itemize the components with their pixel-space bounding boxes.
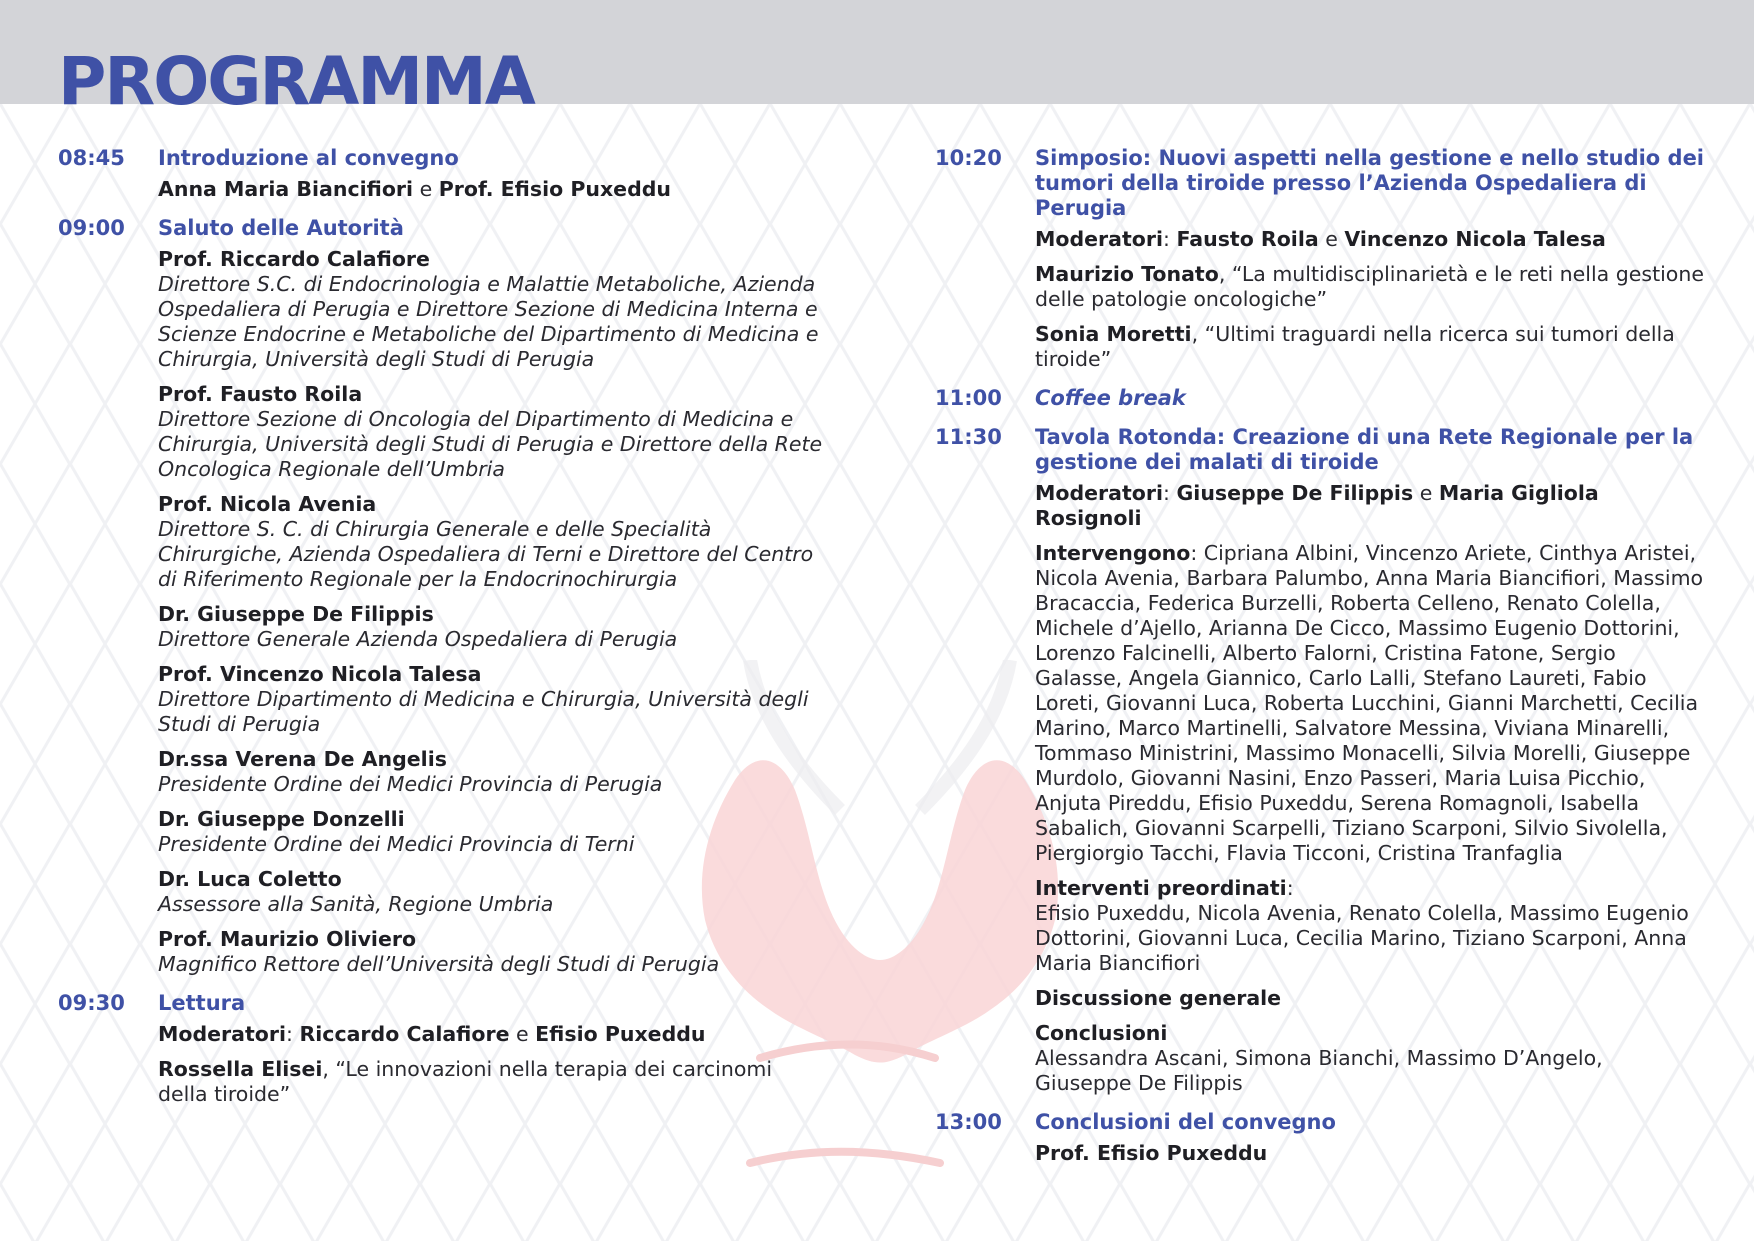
session-lettura [58,991,828,1107]
preordered-label: Interventi preordinati [1035,876,1287,900]
conjunction: e [516,1022,529,1046]
authority-role: Direttore S. C. di Chirurgia Generale e delle Specialità Chirurgiche, Azienda Ospedaliera di Terni e Direttore del Centro di Riferimento Regionale per la Endocrinochirurgia [158,517,814,591]
talk-line [158,1057,828,1107]
session-time: 09:30 [58,991,125,1015]
authority-entry [158,382,828,482]
page-title: PROGRAMMA [58,43,534,120]
talk-title: , “Le innovazioni nella terapia dei carcinomi della tiroide” [158,1057,773,1106]
right-column [935,146,1705,1180]
conclusions-label: Conclusioni [1035,1021,1168,1045]
authority-entry [158,247,828,372]
authority-entry [158,807,828,857]
speaker-name: Maurizio Tonato [1035,262,1219,286]
authority-name: Dr. Luca Coletto [158,867,342,891]
session-title: Coffee break [1035,386,1186,410]
authority-entry [158,867,828,917]
session-time: 13:00 [935,1110,1002,1134]
session-title: Introduzione al convegno [158,146,459,170]
moderator-name: Maria Gigliola Rosignoli [1035,481,1599,530]
moderators-label: Moderatori [1035,227,1164,251]
speaker-name: Prof. Efisio Puxeddu [1035,1141,1268,1165]
authority-role: Assessore alla Sanità, Regione Umbria [158,892,554,916]
session-coffee-break [935,386,1705,411]
speaker-name: Sonia Moretti [1035,322,1192,346]
session-title: Tavola Rotonda: Creazione di una Rete Regionale per la gestione dei malati di tiroide [1035,425,1694,474]
discussion-label: Discussione generale [1035,986,1282,1010]
session-time: 11:00 [935,386,1002,410]
authority-entry [158,747,828,797]
participants-block [1035,541,1705,866]
authority-role: Presidente Ordine dei Medici Provincia di Perugia [158,772,663,796]
talk-title: , “Ultimi traguardi nella ricerca sui tumori della tiroide” [1035,322,1675,371]
authority-name: Prof. Fausto Roila [158,382,363,406]
left-column [58,146,828,1121]
moderator-name: Efisio Puxeddu [535,1022,706,1046]
authority-entry [158,662,828,737]
conclusions-block [1035,1021,1705,1096]
authority-name: Dr.ssa Verena De Angelis [158,747,447,771]
moderator-name: Fausto Roila [1176,227,1319,251]
moderator-name: Vincenzo Nicola Talesa [1344,227,1606,251]
authority-name: Prof. Vincenzo Nicola Talesa [158,662,482,686]
moderators-line: Moderatori: Giuseppe De Filippis e Maria Gigliola Rosignoli [1035,481,1599,530]
session-time: 08:45 [58,146,125,170]
talk-line [1035,262,1705,312]
authority-name: Prof. Maurizio Oliviero [158,927,417,951]
session-time: 09:00 [58,216,125,240]
moderator-name: Riccardo Calafiore [299,1022,510,1046]
authority-role: Presidente Ordine dei Medici Provincia di Terni [158,832,635,856]
speaker-name: Anna Maria Biancifiori [158,177,414,201]
speaker-name: Rossella Elisei [158,1057,323,1081]
preordered-block: Interventi preordinati: Efisio Puxeddu, Nicola Avenia, Renato Colella, Massimo Eugenio Dottorini, Giovanni Luca, Cecilia Marino, Tiziano Scarponi, Anna Maria Biancifiori [1035,876,1705,976]
authority-name: Prof. Riccardo Calafiore [158,247,430,271]
session-time: 11:30 [935,425,1002,449]
session-saluto-autorita [58,216,828,977]
session-simposio [935,146,1705,372]
speaker-name: Prof. Efisio Puxeddu [438,177,672,201]
authority-entry [158,602,828,652]
session-title: Simposio: Nuovi aspetti nella gestione e nello studio dei tumori della tiroide presso l’Azienda Ospedaliera di Perugia [1035,146,1705,220]
authority-role: Direttore Generale Azienda Ospedaliera di Perugia [158,627,678,651]
authority-role: Direttore Sezione di Oncologia del Dipartimento di Medicina e Chirurgia, Università degli Studi di Perugia e Direttore della Rete Oncologica Regionale dell’Umbria [158,407,823,481]
talk-line [1035,322,1705,372]
preordered-list: Efisio Puxeddu, Nicola Avenia, Renato Colella, Massimo Eugenio Dottorini, Giovanni Luca, Cecilia Marino, Tiziano Scarponi, Anna Maria Biancifiori [1035,901,1689,975]
session-title: Saluto delle Autorità [158,216,404,240]
conjunction: e [1419,481,1433,505]
moderators-line: Moderatori: Fausto Roila e Vincenzo Nicola Talesa [1035,227,1606,251]
speakers-line [1035,1141,1705,1166]
conclusions-list: Alessandra Ascani, Simona Bianchi, Massimo D’Angelo, Giuseppe De Filippis [1035,1046,1603,1095]
session-title: Conclusioni del convegno [1035,1110,1336,1134]
participants-label: Intervengono [1035,541,1191,565]
authority-role: Magnifico Rettore dell’Università degli Studi di Perugia [158,952,720,976]
authority-entry [158,927,828,977]
session-introduzione [58,146,828,202]
talk-title: , “La multidisciplinarietà e le reti nella gestione delle patologie oncologiche” [1035,262,1704,311]
session-title: Lettura [158,991,246,1015]
authority-name: Dr. Giuseppe De Filippis [158,602,434,626]
participants-list: : Cipriana Albini, Vincenzo Ariete, Cinthya Aristei, Nicola Avenia, Barbara Palumbo, Anna Maria Biancifiori, Massimo Bracaccia, Federica Burzelli, Roberta Celleno, Renato Colella, Michele d’Ajello, Arianna De Cicco, Massimo Eugenio Dottorini, Lorenzo Falcinelli, Alberto Falorni, Cristina Fatone, Sergio Galasse, Angela Giannico, Carlo Lalli, Stefano Laureti, Fabio Loreti, Giovanni Luca, Roberta Lucchini, Gianni Marchetti, Cecilia Marino, Marco Martinelli, Salvatore Messina, Viviana Minarelli, Tommaso Ministrini, Massimo Monacelli, Silvia Morelli, Giuseppe Murdolo, Giovanni Nasini, Enzo Passeri, Maria Luisa Picchio, Anjuta Pireddu, Efisio Puxeddu, Serena Romagnoli, Isabella Sabalich, Giovanni Scarpelli, Tiziano Scarponi, Silvio Sivolella, Piergiorgio Tacchi, Flavia Ticconi, Cristina Tranfaglia [1035,541,1704,865]
authority-entry [158,492,828,592]
moderators-label: Moderatori [158,1022,287,1046]
authority-name: Dr. Giuseppe Donzelli [158,807,405,831]
conjunction: e [419,177,433,201]
session-tavola-rotonda [935,425,1705,1096]
speakers-line [158,177,828,202]
authority-role: Direttore Dipartimento di Medicina e Chirurgia, Università degli Studi di Perugia [158,687,809,736]
authority-name: Prof. Nicola Avenia [158,492,377,516]
discussion-line [1035,986,1705,1011]
moderators-line: Moderatori: Riccardo Calafiore e Efisio Puxeddu [158,1022,706,1046]
moderators-label: Moderatori [1035,481,1164,505]
conjunction: e [1325,227,1338,251]
authority-role: Direttore S.C. di Endocrinologia e Malattie Metaboliche, Azienda Ospedaliera di Perugia e Direttore Sezione di Medicina Interna e Scienze Endocrine e Metaboliche del Dipartimento di Medicina e Chirurgia, Università degli Studi di Perugia [158,272,819,371]
session-conclusioni [935,1110,1705,1166]
session-time: 10:20 [935,146,1002,170]
moderator-name: Giuseppe De Filippis [1176,481,1414,505]
